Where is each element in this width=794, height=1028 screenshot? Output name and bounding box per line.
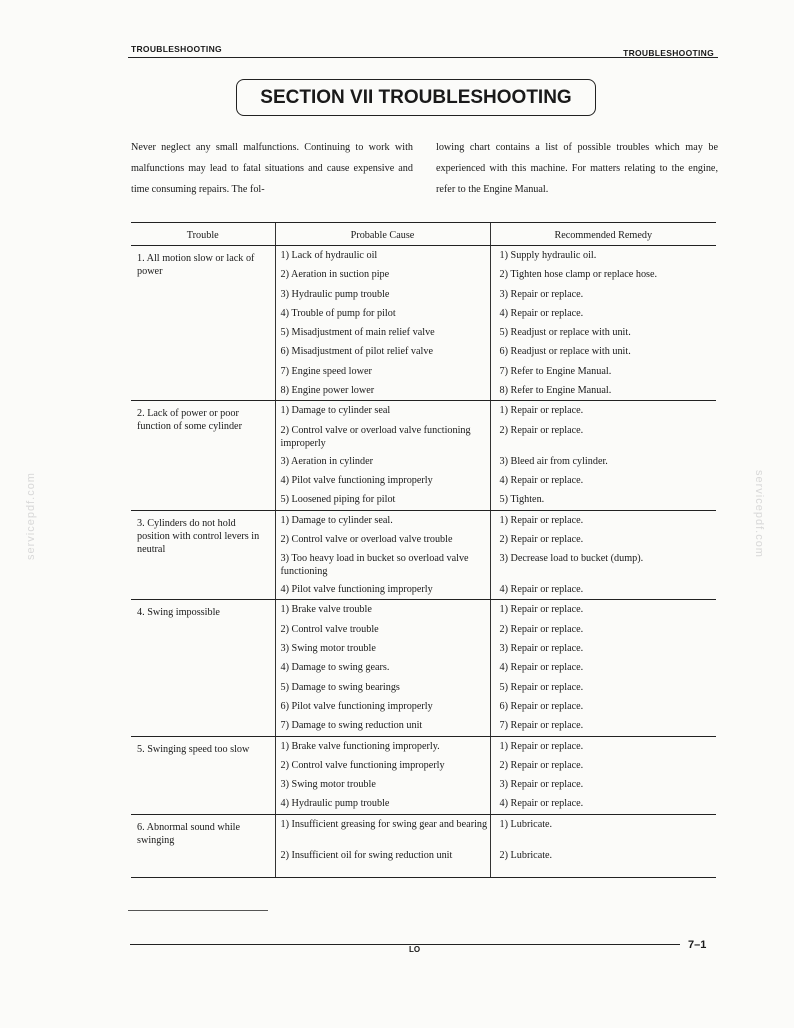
cause-cell [275,600,490,736]
cause-item: 4) Pilot valve functioning improperly [280,584,433,596]
cause-item: 2) Control valve or overload valve functioning improperly [280,424,471,449]
cause-item: 5) Damage to swing bearings [280,681,400,693]
cause-item: 7) Engine speed lower [280,365,372,377]
remedy-item: 2) Repair or replace. [499,623,584,635]
trouble-text: 2. Lack of power or poor function of some cylinder [137,408,242,433]
trouble-text: 5. Swinging speed too slow [137,743,250,755]
watermark-left: servicepdf.com [25,472,37,560]
remedy-item: 3) Repair or replace. [499,643,584,655]
cause-item: 3) Swing motor trouble [280,779,376,791]
cause-cell [275,401,490,510]
cause-item: 3) Swing motor trouble [280,643,376,655]
cause-item: 2) Control valve or overload valve trouble [280,533,453,545]
cause-item: 1) Insufficient greasing for swing gear and bearing [280,818,488,830]
table-row [131,600,716,736]
remedy-item: 2) Lubricate. [499,849,553,861]
intro-paragraph-left: Never neglect any small malfunctions. Continuing to work with malfunctions may lead to fatal situations and cause expensive and time consuming repairs. The fol- [131,142,413,195]
cause-item: 1) Brake valve trouble [280,604,372,616]
cause-item: 5) Misadjustment of main relief valve [280,327,435,339]
cause-item: 1) Damage to cylinder seal. [280,514,393,526]
cause-cell [275,246,490,401]
remedy-cell [490,814,716,877]
trouble-text: 6. Abnormal sound while swinging [137,821,240,846]
column-header-remedy: Recommended Remedy [490,223,716,246]
cause-item: 7) Damage to swing reduction unit [280,720,423,732]
remedy-item: 6) Readjust or replace with unit. [499,346,631,358]
remedy-item: 4) Repair or replace. [499,662,584,674]
remedy-item: 1) Supply hydraulic oil. [499,250,597,261]
cause-cell [275,736,490,814]
column-header-cause: Probable Cause [275,223,490,246]
remedy-item: 2) Repair or replace. [499,759,584,771]
trouble-text: 3. Cylinders do not hold position with control levers in neutral [137,517,260,555]
remedy-item: 1) Repair or replace. [499,740,584,752]
remedy-cell [490,510,716,600]
remedy-item: 4) Repair or replace. [499,798,584,810]
remedy-item: 3) Decrease load to bucket (dump). [499,553,644,565]
remedy-item: 4) Repair or replace. [499,474,584,486]
trouble-cell [131,736,275,814]
footer-code: LO [409,945,421,954]
remedy-item: 2) Tighten hose clamp or replace hose. [499,269,658,281]
running-header-left: TROUBLESHOOTING [131,44,222,54]
remedy-item: 7) Repair or replace. [499,720,584,732]
table-end-rule [128,910,268,911]
remedy-item: 1) Repair or replace. [499,514,584,526]
footer-rule [130,944,680,945]
remedy-item: 4) Repair or replace. [499,584,584,596]
trouble-cell [131,246,275,401]
table-body [131,246,716,878]
remedy-item: 2) Repair or replace. [499,533,584,545]
troubleshooting-table [131,222,716,878]
section-title: SECTION VII TROUBLESHOOTING [236,79,596,116]
cause-item: 4) Trouble of pump for pilot [280,307,396,319]
running-header-right: TROUBLESHOOTING [623,48,714,58]
remedy-item: 5) Tighten. [499,494,545,506]
remedy-cell [490,401,716,510]
watermark-right: servicepdf.com [753,470,765,558]
trouble-text: 1. All motion slow or lack of power [137,253,255,277]
cause-item: 3) Aeration in cylinder [280,455,374,467]
cause-item: 6) Pilot valve functioning improperly [280,700,433,712]
cause-item: 2) Insufficient oil for swing reduction unit [280,849,453,861]
remedy-cell [490,246,716,401]
table-header-row [131,223,716,246]
page-number: 7–1 [688,939,707,951]
cause-item: 3) Hydraulic pump trouble [280,288,390,300]
cause-cell [275,510,490,600]
trouble-cell [131,401,275,510]
remedy-cell [490,600,716,736]
remedy-item: 3) Bleed air from cylinder. [499,455,608,467]
table-row [131,510,716,600]
trouble-cell [131,600,275,736]
remedy-item: 4) Repair or replace. [499,307,584,319]
trouble-text: 4. Swing impossible [137,607,220,619]
remedy-item: 1) Repair or replace. [499,604,584,616]
cause-item: 3) Too heavy load in bucket so overload valve functioning [280,553,469,578]
remedy-item: 2) Repair or replace. [499,424,584,436]
remedy-item: 3) Repair or replace. [499,779,584,791]
cause-item: 5) Loosened piping for pilot [280,494,396,506]
remedy-item: 5) Repair or replace. [499,681,584,693]
table-row [131,246,716,401]
cause-item: 1) Brake valve functioning improperly. [280,740,440,752]
cause-item: 4) Damage to swing gears. [280,662,390,674]
cause-cell [275,814,490,877]
column-header-trouble: Trouble [131,223,275,246]
cause-item: 6) Misadjustment of pilot relief valve [280,346,433,358]
trouble-cell [131,814,275,877]
cause-item: 2) Control valve trouble [280,623,379,635]
cause-item: 1) Lack of hydraulic oil [280,250,378,261]
table-row [131,736,716,814]
cause-item: 1) Damage to cylinder seal [280,405,391,417]
remedy-item: 3) Repair or replace. [499,288,584,300]
remedy-item: 1) Lubricate. [499,818,553,830]
cause-item: 8) Engine power lower [280,385,375,397]
intro-paragraph-right: lowing chart contains a list of possible troubles which may be experienced with this machine. For matters relating to the engine, refer to the Engine Manual. [436,142,718,195]
remedy-item: 6) Repair or replace. [499,700,584,712]
cause-item: 4) Pilot valve functioning improperly [280,474,433,486]
trouble-cell [131,510,275,600]
remedy-cell [490,736,716,814]
table-row [131,401,716,510]
table-row [131,814,716,877]
cause-item: 2) Aeration in suction pipe [280,269,390,281]
cause-item: 2) Control valve functioning improperly [280,759,445,771]
header-rule [128,57,718,58]
remedy-item: 1) Repair or replace. [499,405,584,417]
cause-item: 4) Hydraulic pump trouble [280,798,390,810]
remedy-item: 8) Refer to Engine Manual. [499,385,612,397]
remedy-item: 7) Refer to Engine Manual. [499,365,612,377]
remedy-item: 5) Readjust or replace with unit. [499,327,631,339]
